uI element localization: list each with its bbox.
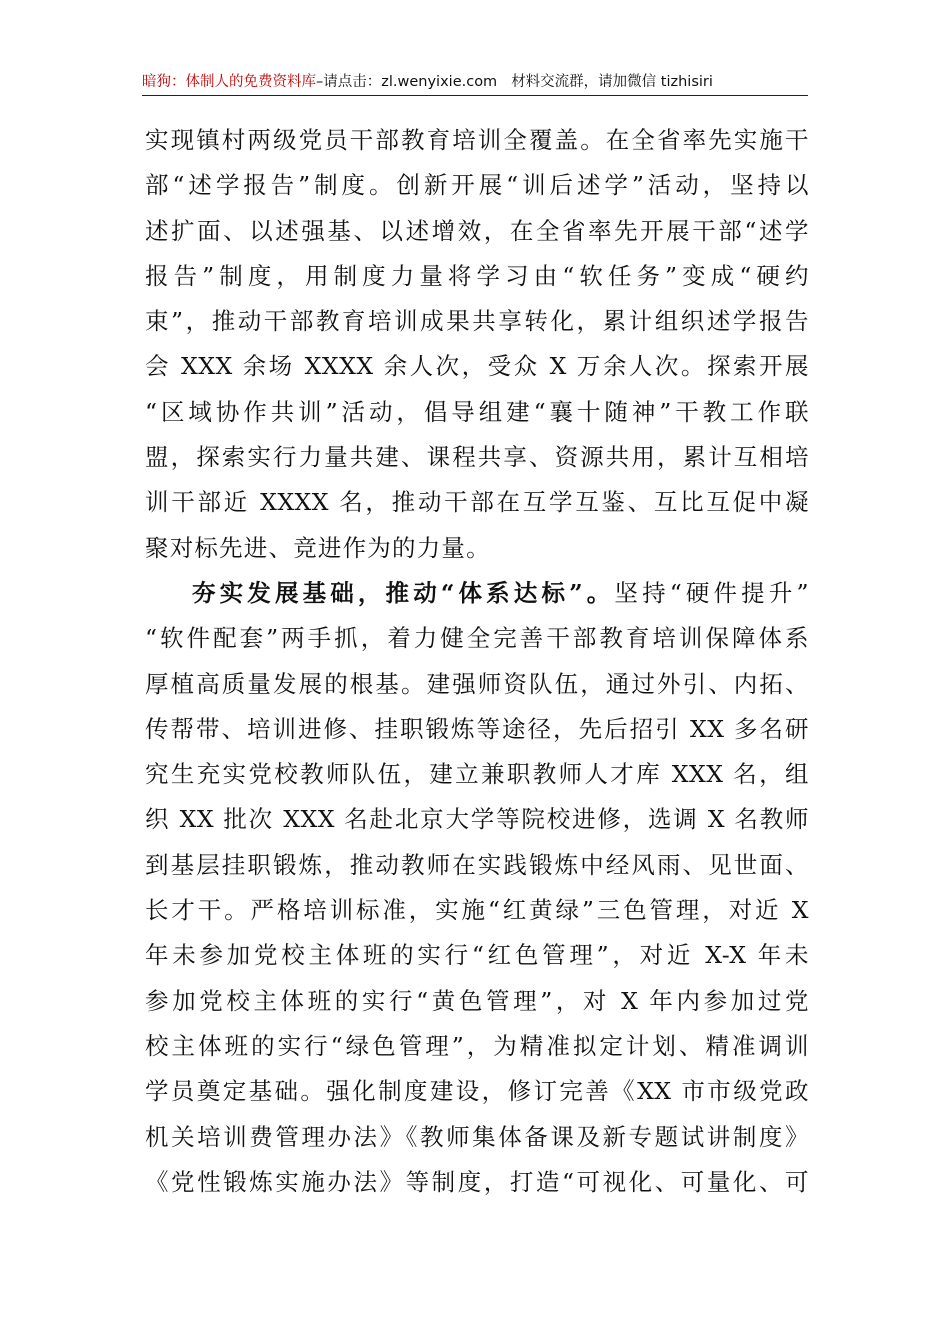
- text-line: 传帮带、培训进修、挂职锻炼等途径，先后招引 XX 多名研: [145, 714, 809, 743]
- text-line: 会 XXX 余场 XXXX 余人次，受众 X 万余人次。探索开展: [145, 352, 809, 381]
- text-line: 学员奠定基础。强化制度建设，修订完善《XX 市市级党政: [145, 1077, 809, 1106]
- text-line: 述扩面、以述强基、以述增效，在全省率先开展干部“述学: [145, 216, 809, 245]
- text-line: 长才干。严格培训标准，实施“红黄绿”三色管理，对近 X: [145, 896, 809, 925]
- text-line: 校主体班的实行“绿色管理”，为精准拟定计划、精准调训: [145, 1031, 809, 1060]
- text-line: 机关培训费管理办法》《教师集体备课及新专题试讲制度》: [145, 1122, 809, 1151]
- text-line: 部“述学报告”制度。创新开展“训后述学”活动，坚持以: [145, 171, 809, 200]
- text-line: 聚对标先进、竞进作为的力量。: [145, 533, 491, 562]
- header-divider: [142, 95, 808, 96]
- text-line: 年未参加党校主体班的实行“红色管理”，对近 X-X 年未: [145, 941, 809, 970]
- header-group-text: 材料交流群，请加微信 tizhisiri: [511, 74, 713, 90]
- text-line: 实现镇村两级党员干部教育培训全覆盖。在全省率先实施干: [145, 126, 809, 154]
- text-line: “软件配套”两手抓，着力健全完善干部教育培训保障体系: [145, 624, 809, 653]
- header-site-name: 暗狗：体制人的免费资料库: [142, 74, 316, 90]
- text-line: 训干部近 XXXX 名，推动干部在互学互鉴、互比互促中凝: [145, 488, 809, 517]
- header-url-link[interactable]: zl.wenyixie.com: [381, 74, 498, 90]
- text-line: 盟，探索实行力量共建、课程共享、资源共用，累计互相培: [145, 443, 809, 472]
- text-line: 厚植高质量发展的根基。建强师资队伍，通过外引、内拓、: [145, 669, 809, 698]
- text-line: 织 XX 批次 XXX 名赴北京大学等院校进修，选调 X 名教师: [145, 805, 809, 834]
- header-banner: [142, 70, 808, 94]
- paragraph-heading: 夯实发展基础，推动“体系达标”。: [192, 578, 615, 607]
- paragraph-2-first-line: [145, 571, 809, 616]
- text-line: 到基层挂职锻炼，推动教师在实践锻炼中经风雨、见世面、: [145, 850, 809, 879]
- paragraph-2-first-line-rest: 坚持“硬件提升”: [614, 578, 809, 607]
- header-click-prompt: –请点击：: [316, 74, 382, 90]
- text-line: 参加党校主体班的实行“黄色管理”，对 X 年内参加过党: [145, 986, 809, 1015]
- document-body: [145, 118, 809, 1205]
- text-line: 报告”制度，用制度力量将学习由“软任务”变成“硬约: [145, 261, 809, 290]
- text-line: 《党性锻炼实施办法》等制度，打造“可视化、可量化、可: [145, 1167, 809, 1196]
- text-line: 究生充实党校教师队伍，建立兼职教师人才库 XXX 名，组: [145, 760, 809, 789]
- text-line: “区域协作共训”活动，倡导组建“襄十随神”干教工作联: [145, 397, 809, 426]
- text-line: 束”，推动干部教育培训成果共享转化，累计组织述学报告: [145, 307, 809, 336]
